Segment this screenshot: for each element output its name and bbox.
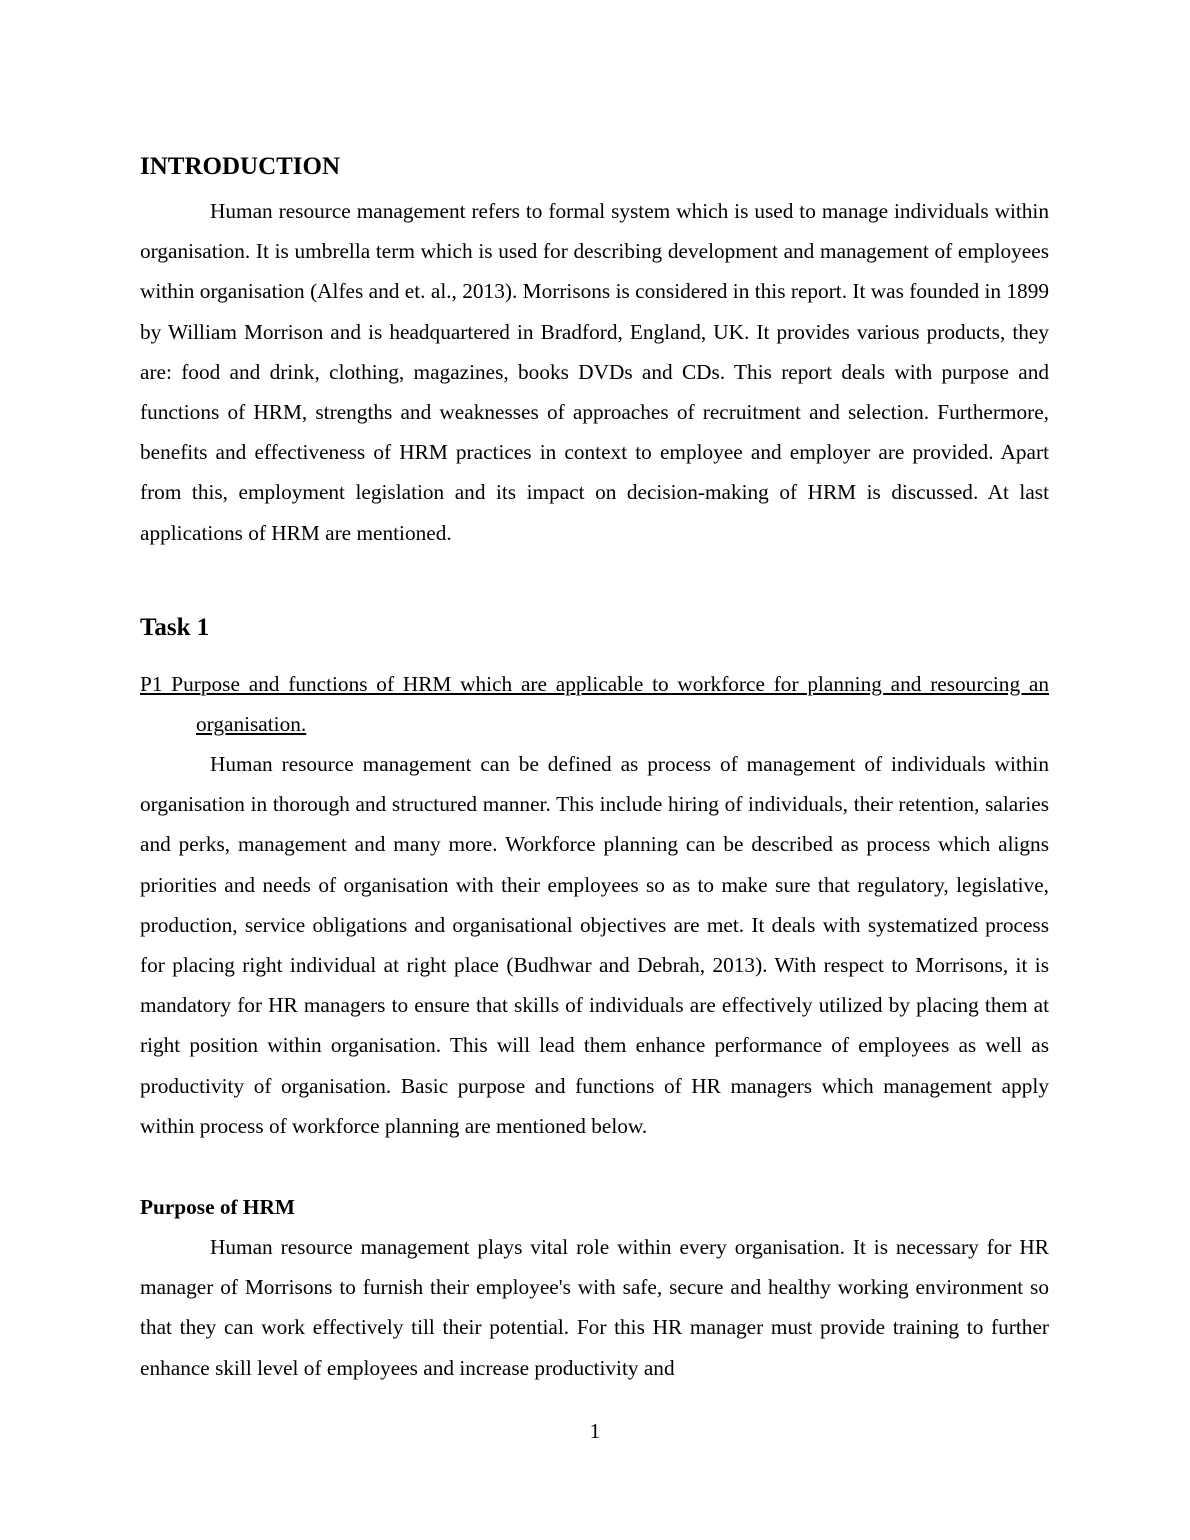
- page-number: 1: [589, 1419, 601, 1443]
- p1-heading: P1 Purpose and functions of HRM which are applicable to workforce for planning and resourcing an organisation.: [140, 672, 1049, 737]
- task-heading: Task 1: [140, 614, 210, 641]
- introduction-paragraph: Human resource management refers to formal system which is used to manage individuals within organisation. It is umbrella term which is used for describing development and management of employees within organisation (Alfes and et. al., 2013). Morrisons is considered in this report. It was founded in 1899 by William Morrison and is headquartered in Bradford, England, UK. It provides various products, they are: food and drink, clothing, magazines, books DVDs and CDs. This report deals with purpose and functions of HRM, strengths and weaknesses of approaches of recruitment and selection. Furthermore, benefits and effectiveness of HRM practices in context to employee and employer are provided. Apart from this, employment legislation and its impact on decision-making of HRM is discussed. At last applications of HRM are mentioned.: [140, 199, 1049, 545]
- introduction-heading: INTRODUCTION: [140, 153, 341, 180]
- purpose-paragraph: Human resource management plays vital role within every organisation. It is necessary for HR manager of Morrisons to furnish their employee's with safe, secure and healthy working environment so that they can work effectively till their potential. For this HR manager must provide training to further enhance skill level of employees and increase productivity and: [140, 1235, 1049, 1380]
- purpose-heading: Purpose of HRM: [140, 1195, 295, 1219]
- p1-paragraph: Human resource management can be defined as process of management of individuals within organisation in thorough and structured manner. This include hiring of individuals, their retention, salaries and perks, management and many more. Workforce planning can be described as process which aligns priorities and needs of organisation with their employees so as to make sure that regulatory, legislative, production, service obligations and organisational objectives are met. It deals with systematized process for placing right individual at right place (Budhwar and Debrah, 2013). With respect to Morrisons, it is mandatory for HR managers to ensure that skills of individuals are effectively utilized by placing them at right position within organisation. This will lead them enhance performance of employees as well as productivity of organisation. Basic purpose and functions of HR managers which management apply within process of workforce planning are mentioned below.: [140, 752, 1049, 1138]
